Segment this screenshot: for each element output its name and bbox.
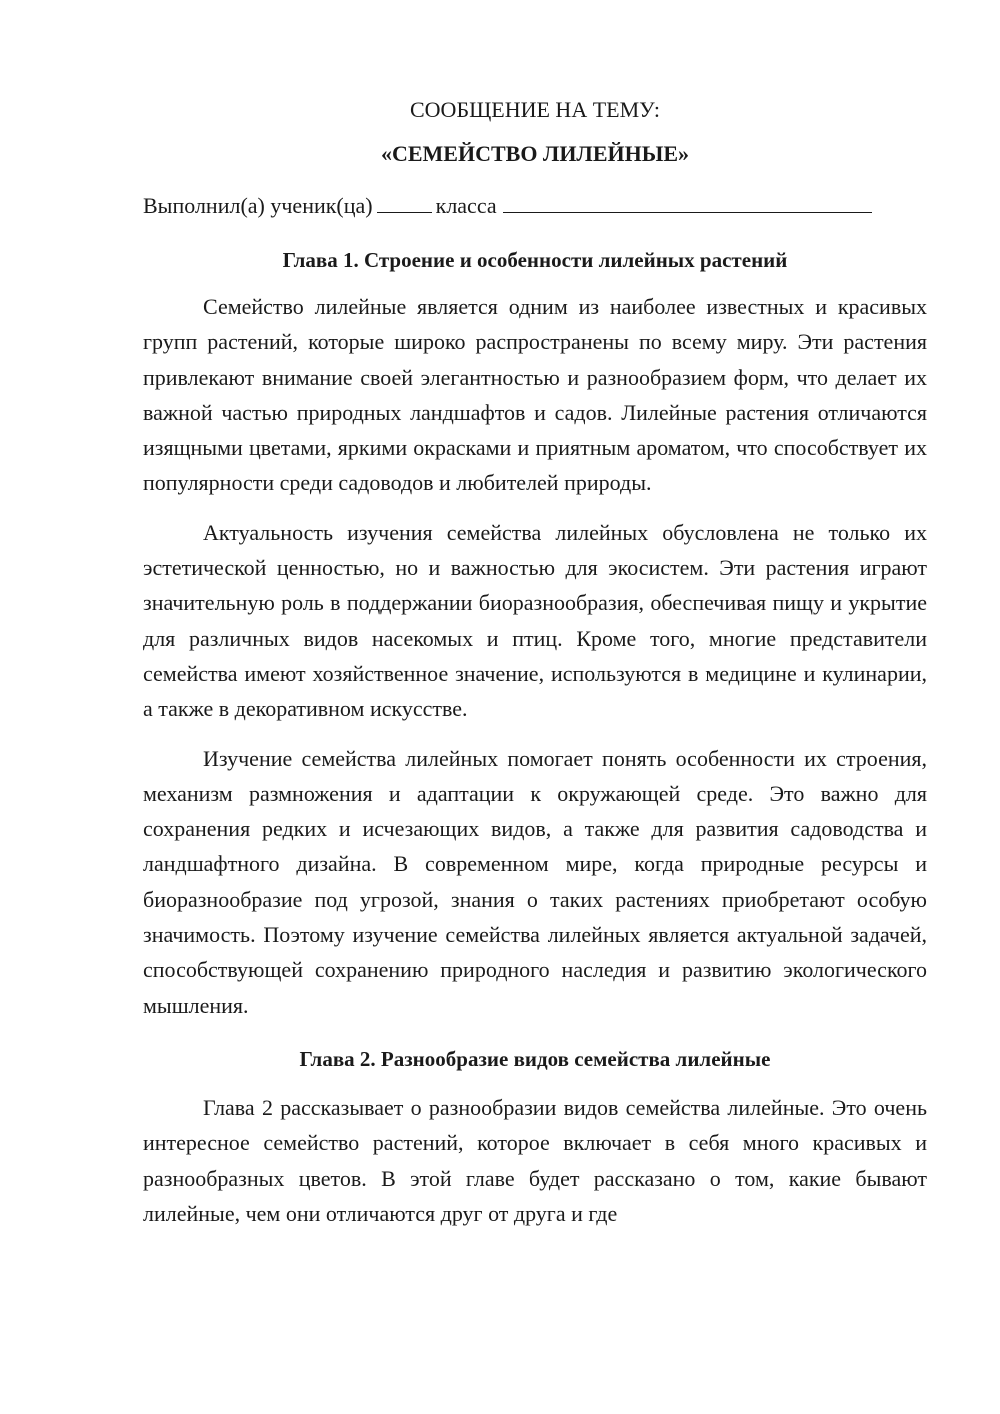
author-line [143,188,927,224]
document-content [143,92,927,1231]
chapter-1-paragraph-1: Семейство лилейные является одним из наиболее известных и красивых групп растений, которые широко распространены по всему миру. Эти растения привлекают внимание своей элегантностью и разнообразием форм, что делает их важной частью природных ландшафтов и садов. Лилейные растения отличаются изящными цветами, яркими окрасками и приятным ароматом, что способствует их популярности среди садоводов и любителей природы. [143,294,927,496]
chapter-2-paragraph-1: Глава 2 рассказывает о разнообразии видов семейства лилейные. Это очень интересное семейство растений, которое включает в себя много красивых и разнообразных цветов. В этой главе будет рассказано о том, какие бывают лилейные, чем они отличаются друг от друга и где [143,1094,927,1226]
author-prefix: Выполнил(а) ученик(ца) [143,193,373,218]
grade-blank-line [377,190,432,213]
chapter-1-paragraph-2: Актуальность изучения семейства лилейных обусловлена не только их эстетической ценностью, но и важностью для экосистем. Эти растения играют значительную роль в поддержании биоразнообразия, обеспечивая пищу и укрытие для различных видов насекомых и птиц. Кроме того, многие представители семейства имеют хозяйственное значение, используются в медицине и кулинарии, а также в декоративном искусстве. [143,519,927,722]
document-title: СООБЩЕНИЕ НА ТЕМУ: [410,97,660,122]
chapter-2-heading: Глава 2. Разнообразие видов семейства лилейные [299,1046,771,1071]
chapter-1-paragraph-3: Изучение семейства лилейных помогает понять особенности их строения, механизм размножения и адаптации к окружающей среде. Это важно для сохранения редких и исчезающих видов, а также для развития садоводства и ландшафтного дизайна. В современном мире, когда природные ресурсы и биоразнообразие под угрозой, знания о таких растениях приобретают особую значимость. Поэтому изучение семейства лилейных является актуальной задачей, способствующей сохранению природного наследия и развитию экологического мышления. [143,745,927,1018]
chapter-1-heading: Глава 1. Строение и особенности лилейных растений [282,248,788,272]
document-subtitle: «СЕМЕЙСТВО ЛИЛЕЙНЫЕ» [380,141,690,166]
name-blank-line [503,190,872,213]
author-class-label: класса [435,193,497,218]
